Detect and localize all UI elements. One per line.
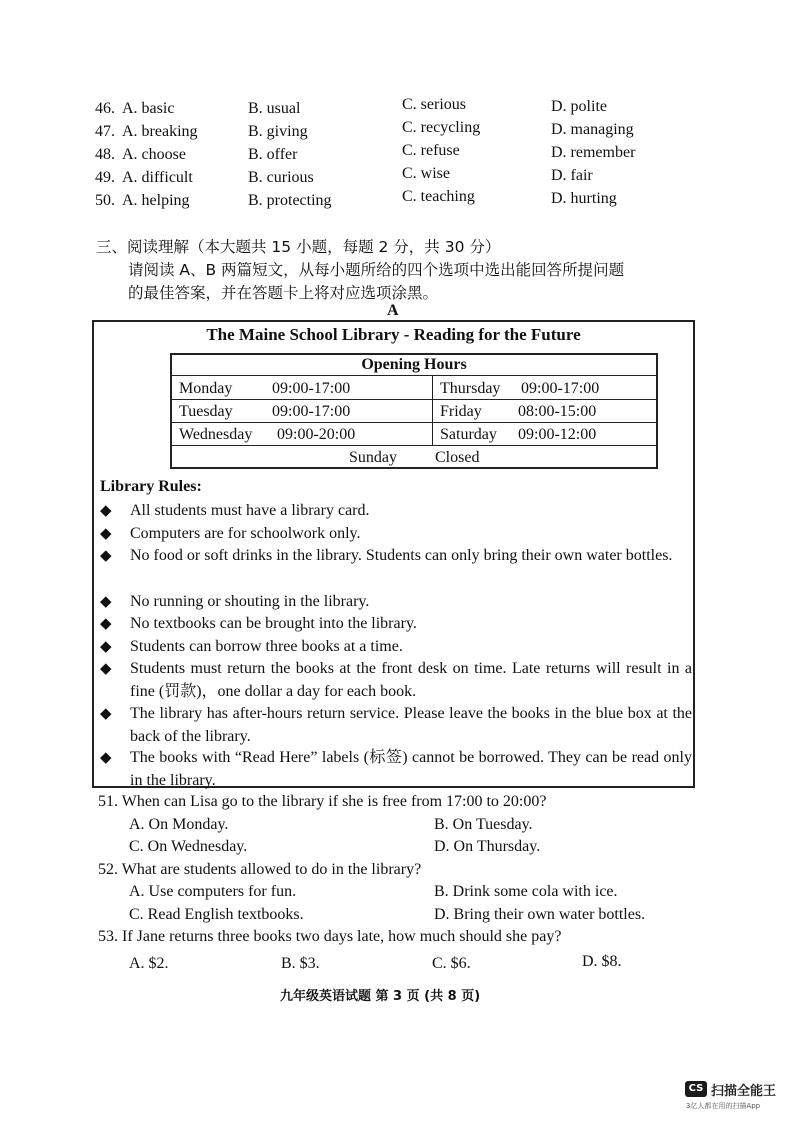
option-b: B. curious	[248, 169, 314, 186]
hours-time: 08:00-15:00	[518, 403, 597, 420]
option-c: C. serious	[402, 96, 466, 113]
option-d: D. $8.	[582, 953, 622, 970]
rule-item	[100, 658, 692, 703]
option-a: A. basic	[122, 100, 175, 117]
diamond-bullet-icon: ◆	[100, 661, 112, 677]
option-d: D. hurting	[551, 190, 617, 207]
question-number: 49.	[95, 169, 115, 186]
rule-item	[100, 703, 692, 748]
hours-time: 09:00-20:00	[277, 426, 356, 443]
hours-time: 09:00-17:00	[272, 380, 351, 397]
passage-label: A	[387, 302, 399, 319]
question-stem: 52. What are students allowed to do in the library?	[98, 861, 422, 878]
rule-text: The books with “Read Here” labels (标签) cannot be borrowed. They can be read only in the library.	[130, 749, 692, 789]
rules-title: Library Rules:	[100, 478, 202, 495]
option-a: A. breaking	[122, 123, 198, 140]
page-footer: 九年级英语试题 第 3 页 (共 8 页)	[280, 989, 481, 1004]
question-number: 47.	[95, 123, 115, 140]
option-b: B. On Tuesday.	[434, 816, 533, 833]
diamond-bullet-icon: ◆	[100, 706, 112, 722]
hours-day: Thursday	[440, 380, 501, 397]
rule-text: Computers are for schoolwork only.	[130, 525, 361, 542]
option-b: B. Drink some cola with ice.	[434, 883, 618, 900]
diamond-bullet-icon: ◆	[100, 526, 112, 542]
diamond-bullet-icon: ◆	[100, 548, 112, 564]
option-d: D. On Thursday.	[434, 838, 541, 855]
option-d: D. Bring their own water bottles.	[434, 906, 646, 923]
rule-item	[100, 523, 692, 546]
option-b: B. offer	[248, 146, 298, 163]
hours-day: Wednesday	[179, 426, 253, 443]
rule-text: No food or soft drinks in the library. Students can only bring their own water bottles.	[130, 547, 673, 564]
diamond-bullet-icon: ◆	[100, 750, 112, 766]
option-a: A. choose	[122, 146, 186, 163]
rule-text: Students must return the books at the front desk on time. Late returns will result in a fine (罚款)，one dollar a day for each book.	[130, 660, 692, 700]
rule-text: Students can borrow three books at a time.	[130, 638, 403, 655]
diamond-bullet-icon: ◆	[100, 503, 112, 519]
option-a: A. helping	[122, 192, 190, 209]
hours-time: Closed	[435, 449, 480, 466]
cloze-options-row	[95, 188, 715, 214]
diamond-bullet-icon: ◆	[100, 616, 112, 632]
hours-day: Sunday	[349, 449, 397, 466]
option-a: A. Use computers for fun.	[129, 883, 297, 900]
watermark-app-name: 扫描全能王	[711, 1084, 777, 1099]
question-number: 46.	[95, 100, 115, 117]
hours-time: 09:00-17:00	[521, 380, 600, 397]
option-c: C. Read English textbooks.	[129, 906, 304, 923]
option-a: A. difficult	[122, 169, 193, 186]
watermark-tagline: 3亿人都在用的扫描App	[686, 1102, 761, 1110]
hours-time: 09:00-12:00	[518, 426, 597, 443]
hours-day: Tuesday	[179, 403, 233, 420]
question-number: 50.	[95, 192, 115, 209]
question-stem: 51. When can Lisa go to the library if she is free from 17:00 to 20:00?	[98, 793, 547, 810]
option-b: B. $3.	[281, 955, 320, 972]
rule-item	[100, 545, 692, 568]
rule-text: The library has after-hours return service. Please leave the books in the blue box at the back of the library.	[130, 705, 692, 745]
option-c: C. refuse	[402, 142, 460, 159]
rule-item	[100, 636, 692, 659]
library-title: The Maine School Library - Reading for the Future	[206, 325, 581, 344]
rule-text: No textbooks can be brought into the library.	[130, 615, 417, 632]
option-a: A. On Monday.	[129, 816, 229, 833]
option-d: D. managing	[551, 121, 634, 138]
rule-text: All students must have a library card.	[130, 502, 370, 519]
rule-item	[100, 591, 692, 614]
option-b: B. protecting	[248, 192, 332, 209]
option-b: B. usual	[248, 100, 301, 117]
diamond-bullet-icon: ◆	[100, 639, 112, 655]
rule-text: No running or shouting in the library.	[130, 593, 370, 610]
option-a: A. $2.	[129, 955, 169, 972]
section-heading: 三、阅读理解（本大题共 15 小题，每题 2 分，共 30 分）	[96, 238, 501, 256]
rule-item	[100, 500, 692, 523]
option-c: C. wise	[402, 165, 450, 182]
question-number: 48.	[95, 146, 115, 163]
hours-day: Friday	[440, 403, 482, 420]
option-d: D. remember	[551, 144, 636, 161]
hours-day: Monday	[179, 380, 233, 397]
rule-item	[100, 613, 692, 636]
section-instruction-cont: 的最佳答案，并在答题卡上将对应选项涂黑。	[128, 284, 439, 302]
option-c: C. recycling	[402, 119, 481, 136]
diamond-bullet-icon: ◆	[100, 594, 112, 610]
question-stem: 53. If Jane returns three books two days late, how much should she pay?	[98, 928, 562, 945]
option-b: B. giving	[248, 123, 308, 140]
option-c: C. $6.	[432, 955, 471, 972]
option-d: D. fair	[551, 167, 593, 184]
option-c: C. teaching	[402, 188, 475, 205]
rule-item	[100, 747, 692, 792]
section-instruction: 请阅读 A、B 两篇短文，从每小题所给的四个选项中选出能回答所提问题	[128, 261, 625, 279]
opening-hours-table	[170, 353, 658, 469]
option-d: D. polite	[551, 98, 607, 115]
hours-day: Saturday	[440, 426, 497, 443]
hours-time: 09:00-17:00	[272, 403, 351, 420]
camscanner-logo-icon: CS	[685, 1081, 707, 1097]
option-c: C. On Wednesday.	[129, 838, 248, 855]
hours-title: Opening Hours	[361, 356, 467, 373]
